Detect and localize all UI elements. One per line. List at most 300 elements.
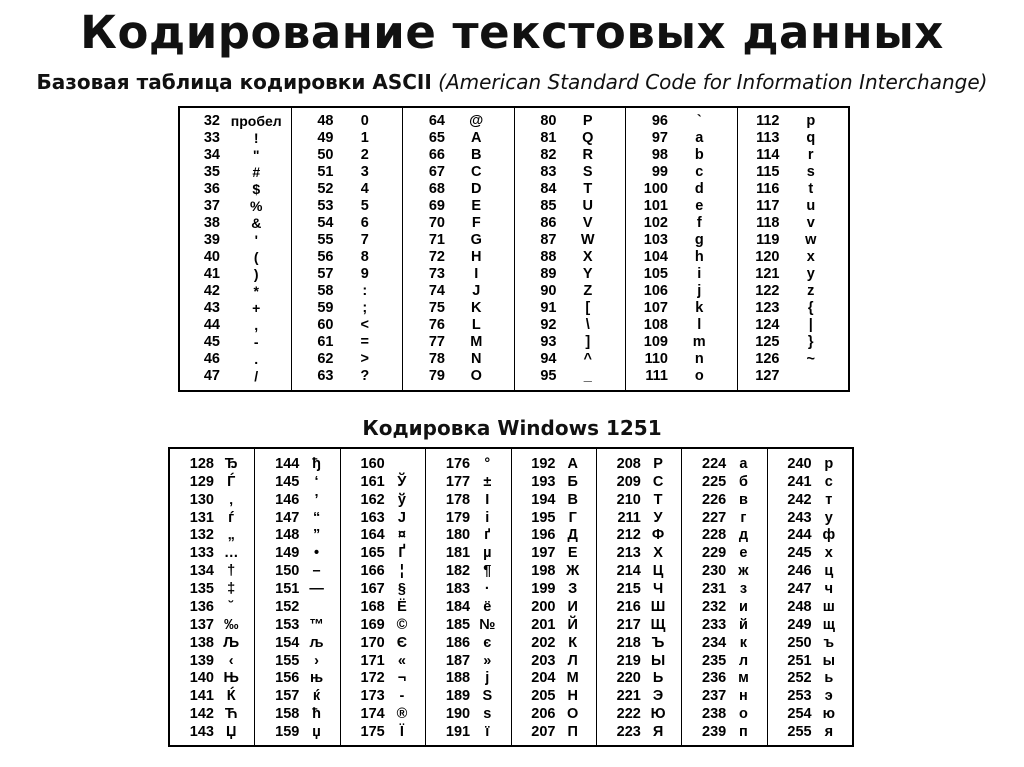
table-row [626,334,737,351]
table-row [512,687,596,705]
char-glyph: U [582,197,593,214]
char-code: 67 [428,163,445,180]
char-glyph: т [825,491,833,508]
char-glyph: [ [585,300,591,317]
char-code: 38 [203,214,220,231]
char-glyph: Ё [397,598,407,615]
table-row [170,527,254,545]
char-code: 122 [755,283,780,300]
char-glyph: j [697,283,702,300]
char-code: 96 [651,112,668,129]
char-code: 152 [275,598,300,615]
table-row [738,300,849,317]
char-code: 144 [275,455,300,472]
char-glyph: ‘ [314,473,319,490]
table-row [292,197,403,214]
char-code: 135 [189,581,214,598]
char-code: 249 [787,616,812,633]
char-code: 75 [428,300,445,317]
table-row [426,670,510,688]
char-glyph: O [470,368,482,385]
char-glyph: 2 [360,146,369,163]
char-code: 34 [203,146,220,163]
char-glyph: % [250,197,263,214]
char-glyph: ! [253,129,259,146]
char-glyph: Ъ [651,634,665,651]
char-glyph: А [567,455,578,472]
char-glyph: Ђ [224,455,238,472]
char-glyph: : [362,283,368,300]
char-code: 214 [616,563,641,580]
table-row [403,283,514,300]
char-glyph: u [806,197,816,214]
table-row [255,598,339,616]
char-code: 119 [756,231,780,248]
table-row [738,112,849,129]
char-glyph: { [807,300,814,317]
char-glyph: ™ [309,616,324,633]
table-row [292,266,403,283]
table-row [626,129,737,146]
table-row [768,670,852,688]
char-glyph: 3 [360,163,369,180]
char-glyph: › [314,652,319,669]
char-code: 81 [540,129,557,146]
ascii-table-heading [0,70,1024,94]
table-row [768,652,852,670]
char-code: 243 [787,509,812,526]
char-code: 118 [756,214,780,231]
table-row [180,197,291,214]
char-code: 195 [531,509,556,526]
char-code: 134 [189,563,214,580]
table-row [255,616,339,634]
ascii-table [178,106,850,392]
char-glyph: Ј [397,509,406,526]
char-code: 223 [616,724,641,741]
char-code: 44 [203,317,220,334]
table-row [403,146,514,163]
char-glyph: = [360,334,369,351]
table-row [512,527,596,545]
char-code: 63 [317,368,334,385]
char-glyph: ˘ [228,598,234,615]
char-code: 217 [616,616,641,633]
char-glyph: г [740,509,747,526]
char-glyph: Л [567,652,578,669]
char-code: 97 [651,129,668,146]
char-glyph: ы [822,652,835,669]
table-row [426,634,510,652]
table-row [597,527,681,545]
char-code: 161 [360,473,385,490]
char-code: 192 [531,455,556,472]
char-glyph: M [470,334,483,351]
char-glyph: B [471,146,482,163]
char-glyph: 4 [360,180,369,197]
table-row [512,705,596,723]
char-code: 95 [540,368,557,385]
char-code: 106 [643,283,668,300]
char-glyph: E [471,197,482,214]
table-row [255,687,339,705]
table-row [403,112,514,129]
char-code: 148 [275,527,300,544]
char-glyph: g [694,231,704,248]
char-code: 51 [317,163,334,180]
char-code: 61 [317,334,334,351]
char-glyph: x [806,249,815,266]
char-code: 127 [755,368,780,385]
char-glyph: ) [253,266,259,283]
char-code: 133 [189,545,214,562]
char-code: 164 [360,527,385,544]
char-code: 72 [428,249,445,266]
table-row [768,509,852,527]
char-code: 124 [755,317,780,334]
char-code: 64 [428,112,445,129]
table-row [403,368,514,385]
char-glyph: ш [822,598,835,615]
char-glyph: – [312,563,321,580]
table-row [292,317,403,334]
char-code: 141 [189,688,214,705]
char-glyph: f [696,214,702,231]
char-glyph: < [360,317,369,334]
char-glyph: у [824,509,833,526]
table-row [403,266,514,283]
char-code: 204 [531,670,556,687]
char-code: 182 [445,563,471,580]
char-glyph: | [808,317,813,334]
char-code: 207 [531,724,556,741]
table-row [738,146,849,163]
char-code: 255 [787,724,812,741]
char-code: 62 [317,351,334,368]
table-row [626,112,737,129]
char-code: 235 [702,652,727,669]
char-code: 138 [189,634,214,651]
char-glyph: и [738,598,748,615]
char-glyph: ± [483,473,492,490]
char-code: 251 [787,652,812,669]
char-code: 48 [317,112,334,129]
table-row [426,598,510,616]
char-glyph: i [697,266,702,283]
table-row [255,527,339,545]
table-row [626,300,737,317]
table-row [597,544,681,562]
char-code: 156 [275,670,300,687]
char-code: 183 [445,581,471,598]
table-column [341,449,426,745]
table-row [180,351,291,368]
char-glyph: 5 [360,197,369,214]
char-code: 40 [203,249,220,266]
char-glyph: H [471,249,482,266]
char-glyph: Э [652,688,664,705]
char-code: 154 [275,634,300,651]
table-row [682,634,766,652]
char-code: 159 [275,724,300,741]
char-code: 202 [531,634,556,651]
table-row [515,317,626,334]
char-code: 88 [540,249,557,266]
char-code: 140 [189,670,214,687]
char-code: 252 [787,670,812,687]
char-code: 54 [317,214,334,231]
table-row [738,197,849,214]
char-code: 197 [531,545,556,562]
char-code: 101 [643,197,668,214]
char-code: 128 [189,455,214,472]
table-row [170,473,254,491]
char-code: 175 [360,724,385,741]
char-code: 115 [756,163,780,180]
table-row [738,180,849,197]
table-row [515,214,626,231]
char-code: 240 [787,455,812,472]
table-row [170,544,254,562]
table-row [403,317,514,334]
char-code: 69 [428,197,445,214]
char-code: 102 [643,214,668,231]
char-code: 37 [203,197,220,214]
char-glyph: ѓ [228,509,235,526]
table-row [341,705,425,723]
table-row [255,580,339,598]
char-glyph: з [739,581,748,598]
char-glyph: L [471,317,481,334]
char-code: 120 [755,249,780,266]
char-glyph: ч [824,581,834,598]
char-glyph: е [739,545,748,562]
table-row [255,473,339,491]
char-code: 80 [540,112,557,129]
char-glyph: ¬ [397,670,407,687]
char-glyph: ; [362,300,368,317]
char-code: 185 [445,616,471,633]
char-glyph: Р [653,455,663,472]
char-glyph: ~ [806,351,815,368]
char-glyph: Щ [650,616,666,633]
char-glyph: я [824,724,834,741]
char-code: 173 [360,688,385,705]
char-code: 236 [702,670,727,687]
table-row [512,580,596,598]
char-glyph: 6 [360,214,369,231]
table-row [738,368,849,385]
char-code: 229 [702,545,727,562]
char-glyph: „ [227,527,235,544]
char-glyph: W [580,231,595,248]
char-code: 208 [616,455,641,472]
char-glyph: · [484,581,490,598]
char-code: 241 [787,473,812,490]
table-row [682,652,766,670]
table-row [738,334,849,351]
char-code: 166 [360,563,385,580]
table-row [426,616,510,634]
char-glyph: ^ [583,351,592,368]
table-column [403,108,515,390]
table-row [292,129,403,146]
table-row [626,351,737,368]
char-code: 187 [445,652,471,669]
table-row [426,544,510,562]
char-glyph: в [738,491,748,508]
char-glyph: h [694,249,704,266]
char-code: 171 [360,652,385,669]
char-glyph: - [253,334,259,351]
char-glyph: + [252,300,261,317]
table-row [255,634,339,652]
table-column [292,108,404,390]
table-row [738,214,849,231]
char-glyph: N [471,351,482,368]
char-code: 94 [540,351,557,368]
char-glyph: Б [567,473,578,490]
char-code: 43 [203,300,220,317]
char-glyph: Ї [399,724,404,741]
table-row [512,544,596,562]
char-glyph: Х [653,545,663,562]
table-row [626,197,737,214]
char-code: 87 [540,231,557,248]
table-row [426,509,510,527]
char-code: 57 [317,266,334,283]
table-row [341,634,425,652]
table-row [170,491,254,509]
table-row [597,491,681,509]
char-code: 98 [651,146,668,163]
char-code: 41 [203,266,220,283]
table-row [597,723,681,741]
char-glyph: e [695,197,704,214]
table-row [255,544,339,562]
table-row [515,300,626,317]
char-glyph: p [806,112,816,129]
char-code: 247 [787,581,812,598]
char-code: 178 [445,491,471,508]
char-glyph: Џ [225,724,237,741]
table-row [292,180,403,197]
char-code: 121 [755,266,780,283]
char-code: 184 [445,598,471,615]
char-glyph: 8 [360,249,369,266]
char-code: 110 [644,351,668,368]
table-row [768,616,852,634]
table-row [626,163,737,180]
char-glyph: ’ [314,491,319,508]
char-glyph: п [739,724,748,741]
table-row [515,266,626,283]
windows-1251-table [168,447,854,747]
char-glyph: Ы [650,652,666,669]
table-row [597,687,681,705]
char-code: 218 [616,634,641,651]
table-row [292,300,403,317]
table-row [626,283,737,300]
char-glyph: Ў [397,473,407,490]
table-row [255,455,339,473]
table-row [738,249,849,266]
char-glyph: s [806,163,815,180]
char-glyph: ґ [484,527,491,544]
char-glyph: ї [485,724,490,741]
table-row [515,283,626,300]
char-code: 117 [756,197,780,214]
table-row [738,317,849,334]
table-row [180,129,291,146]
table-row [292,163,403,180]
char-code: 162 [360,491,385,508]
char-code: 219 [616,652,641,669]
char-glyph: @ [469,112,484,129]
char-glyph: к [739,634,748,651]
char-code: 205 [531,688,556,705]
char-glyph: … [223,545,239,562]
char-glyph: \ [585,317,590,334]
table-row [255,705,339,723]
char-glyph: v [806,214,815,231]
char-code: 108 [643,317,668,334]
char-code: 233 [702,616,727,633]
char-glyph: n [694,351,704,368]
table-row [626,214,737,231]
char-glyph: Т [653,491,663,508]
table-row [403,351,514,368]
char-glyph: V [582,214,593,231]
table-row [768,723,852,741]
table-row [768,544,852,562]
table-column [170,449,255,745]
table-row [255,652,339,670]
char-code: 107 [643,300,668,317]
char-code: 130 [189,491,214,508]
char-code: 52 [317,180,334,197]
table-row [180,300,291,317]
char-glyph: “ [312,509,321,526]
table-row [426,491,510,509]
table-row [255,562,339,580]
table-row [341,723,425,741]
char-code: 150 [275,563,300,580]
char-glyph: П [567,724,578,741]
char-code: 181 [445,545,471,562]
char-code: 91 [540,300,557,317]
table-row [255,509,339,527]
char-code: 46 [203,351,220,368]
char-glyph: R [582,146,593,163]
char-code: 146 [275,491,300,508]
char-code: 201 [531,616,556,633]
table-column [597,449,682,745]
char-code: 190 [445,706,471,723]
table-row [292,214,403,231]
char-code: 180 [445,527,471,544]
char-glyph: z [807,283,815,300]
char-code: 200 [531,598,556,615]
table-row [738,351,849,368]
char-code: 139 [189,652,214,669]
char-glyph: Ћ [224,706,238,723]
char-glyph: X [582,249,593,266]
table-column [768,449,852,745]
char-glyph: F [471,214,481,231]
char-glyph: 9 [360,266,369,283]
char-code: 212 [616,527,641,544]
